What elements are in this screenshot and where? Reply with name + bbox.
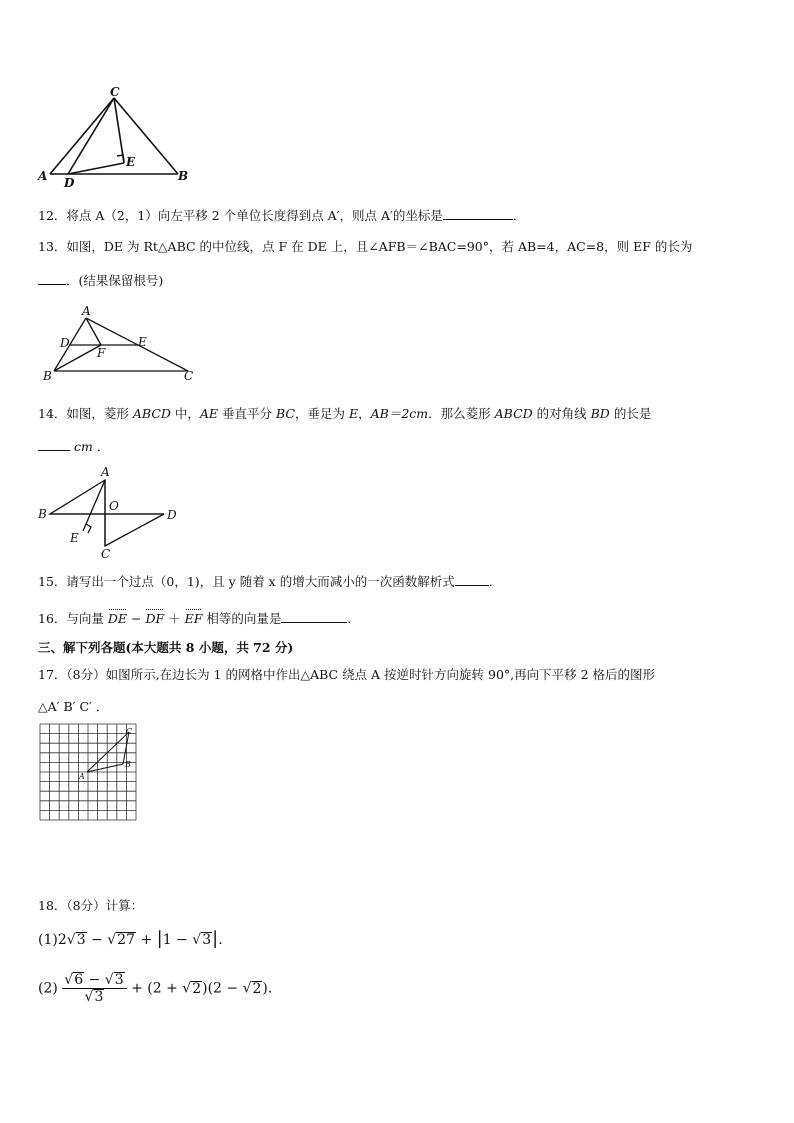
vector-ef: EF <box>184 611 203 626</box>
triangle-figure-13 <box>36 304 206 386</box>
answer-blank-12 <box>443 207 513 220</box>
label-b: B <box>125 760 131 769</box>
q18-part-2: (2) $\frac{√6 - √3}{√3}$ + (2 + √2)(2 − √2). <box>38 972 273 1005</box>
fraction: $\frac{√6 - √3}{√3}$ <box>62 972 126 1005</box>
question-13 <box>38 239 692 255</box>
label-e: E <box>70 531 79 545</box>
label-e: E <box>138 335 147 349</box>
answer-blank-15 <box>455 573 489 586</box>
question-15: 15．请写出一个过点（0，1)，且 y 随着 x 的增大而减小的一次函数解析式 ． <box>38 574 502 589</box>
answer-blank-13 <box>38 272 66 285</box>
answer-blank-14 <box>38 438 70 451</box>
label-b: B <box>178 169 189 183</box>
question-17-line2: △A′ B′ C′ ． <box>38 699 109 714</box>
label-c: C <box>101 547 111 561</box>
question-18: 18．（8分）计算： <box>38 898 144 913</box>
question-12: 12．将点 A（2，1）向左平移 2 个单位长度得到点 A′，则点 A′的坐标是 ． <box>38 208 526 223</box>
question-16: 16．与向量 DE − DF ＋ EF 相等的向量是 ． <box>38 611 360 626</box>
question-14-line2: cm ． <box>38 438 109 455</box>
vector-de: DE <box>107 611 128 626</box>
vector-df: DF <box>145 611 165 626</box>
label-a: A <box>101 466 110 479</box>
question-12-text: 12．将点 A（2，1）向左平移 2 个单位长度得到点 A′，则点 A′的坐标是 <box>38 208 443 223</box>
label-d: D <box>167 508 177 522</box>
question-17: 17．（8分）如图所示,在边长为 1 的网格中作出△ABC 绕点 A 按逆时针方向旋转 90°,再向下平移 2 格后的图形 <box>38 667 656 682</box>
label-c: C <box>110 85 120 99</box>
label-d: D <box>60 336 70 350</box>
label-b: B <box>38 507 47 521</box>
label-o: O <box>109 499 119 513</box>
label-d: D <box>64 176 75 188</box>
label-c: C <box>126 727 133 736</box>
label-a: A <box>82 304 91 318</box>
q18-part-1: (1)2√3 − √27 + |1 − √3|. <box>38 928 223 949</box>
triangle-figure-top <box>36 84 196 188</box>
rhombus-figure-14 <box>36 466 186 562</box>
question-14: 14．如图，菱形 ABCD 中，AE 垂直平分 BC，垂足为 E，AB＝2cm．那么菱形 ABCD 的对角线 BD 的长是 <box>38 406 652 421</box>
answer-blank-16 <box>281 610 347 623</box>
label-f: F <box>97 346 106 360</box>
section-heading: 三、解下列各题(本大题共 8 小题，共 72 分) <box>38 640 294 655</box>
label-a: A <box>38 169 48 183</box>
question-13-text: 13．如图，DE 为 Rt△ABC 的中位线，点 F 在 DE 上，且∠AFB＝∠BAC=90°，若 AB=4，AC=8，则 EF 的长为 <box>38 239 693 254</box>
grid-figure-17 <box>38 722 138 822</box>
label-e: E <box>126 155 136 169</box>
label-b: B <box>43 369 52 383</box>
label-a: A <box>79 772 85 781</box>
label-c: C <box>184 369 194 383</box>
question-13-line2: ．(结果保留根号) <box>38 272 163 289</box>
